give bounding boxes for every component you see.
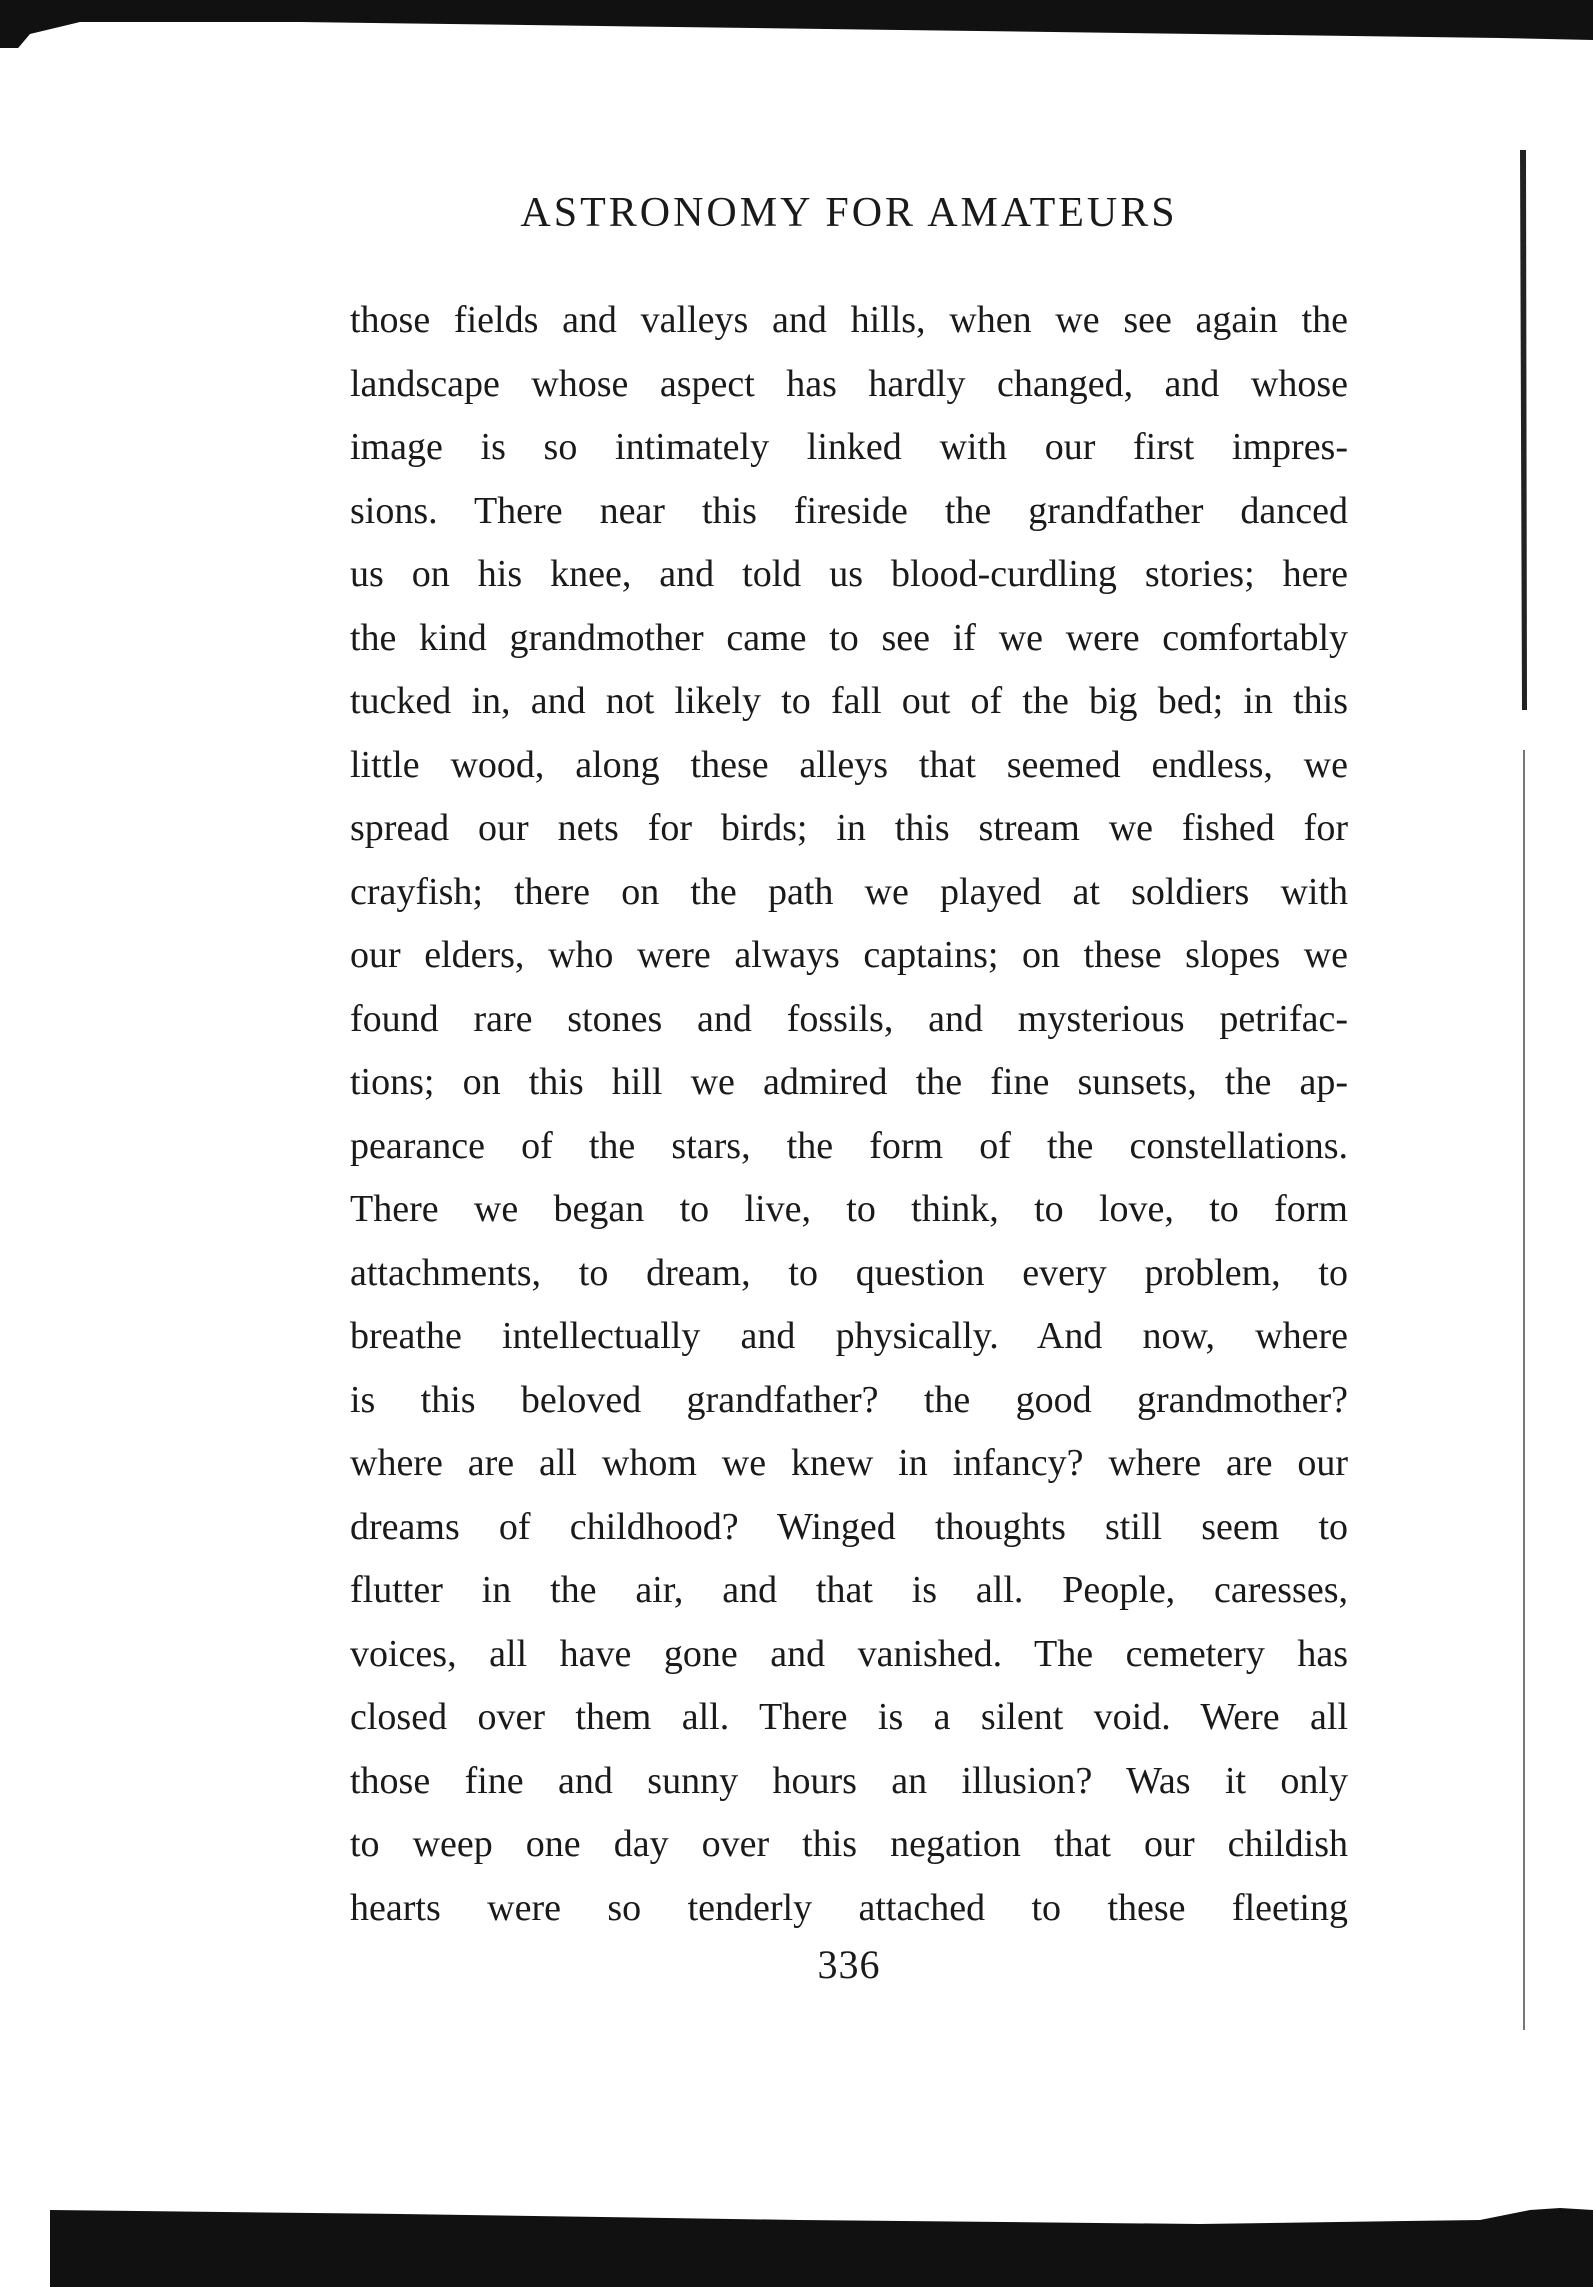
text-line: us on his knee, and told us blood-curdling stories; here bbox=[350, 553, 1348, 595]
text-line: crayfish; there on the path we played at soldiers with bbox=[350, 870, 1348, 913]
text-line: is this beloved grandfather? the good grandmother? bbox=[350, 1378, 1348, 1421]
text-line: sions. There near this fireside the grandfather danced bbox=[350, 489, 1348, 532]
text-line: those fine and sunny hours an illusion? Was it only bbox=[350, 1759, 1348, 1802]
text-line: spread our nets for birds; in this stream we fished for bbox=[350, 807, 1348, 849]
text-line: attachments, to dream, to question every problem, to bbox=[350, 1251, 1348, 1294]
text-line: found rare stones and fossils, and mysterious petrifac- bbox=[350, 997, 1348, 1040]
book-page bbox=[350, 0, 1348, 2287]
text-line: little wood, along these alleys that seemed endless, we bbox=[350, 743, 1348, 786]
text-line: where are all whom we knew in infancy? where are our bbox=[350, 1442, 1348, 1484]
scan-right-margin-mark bbox=[1510, 150, 1540, 2050]
body-text bbox=[350, 289, 1348, 1940]
text-line: dreams of childhood? Winged thoughts still seem to bbox=[350, 1505, 1348, 1548]
running-head: ASTRONOMY FOR AMATEURS bbox=[520, 190, 1178, 236]
text-line: flutter in the air, and that is all. People, caresses, bbox=[350, 1569, 1348, 1611]
text-line: tucked in, and not likely to fall out of the big bed; in this bbox=[350, 680, 1348, 722]
text-line: closed over them all. There is a silent void. Were all bbox=[350, 1696, 1348, 1738]
text-line: those fields and valleys and hills, when we see again the bbox=[350, 299, 1348, 341]
text-line: pearance of the stars, the form of the constellations. bbox=[350, 1124, 1348, 1167]
page-number: 336 bbox=[817, 1942, 881, 1987]
text-line: to weep one day over this negation that our childish bbox=[350, 1823, 1348, 1865]
text-line: our elders, who were always captains; on these slopes we bbox=[350, 934, 1348, 976]
text-line: There we began to live, to think, to love, to form bbox=[350, 1188, 1348, 1230]
text-line: breathe intellectually and physically. And now, where bbox=[350, 1315, 1348, 1357]
text-line: landscape whose aspect has hardly changed, and whose bbox=[350, 362, 1348, 405]
text-line: the kind grandmother came to see if we were comfortably bbox=[350, 616, 1348, 659]
text-line: image is so intimately linked with our first impres- bbox=[350, 426, 1348, 468]
text-line: hearts were so tenderly attached to these fleeting bbox=[350, 1886, 1348, 1929]
text-line: tions; on this hill we admired the fine sunsets, the ap- bbox=[350, 1061, 1348, 1103]
text-line: voices, all have gone and vanished. The cemetery has bbox=[350, 1632, 1348, 1675]
